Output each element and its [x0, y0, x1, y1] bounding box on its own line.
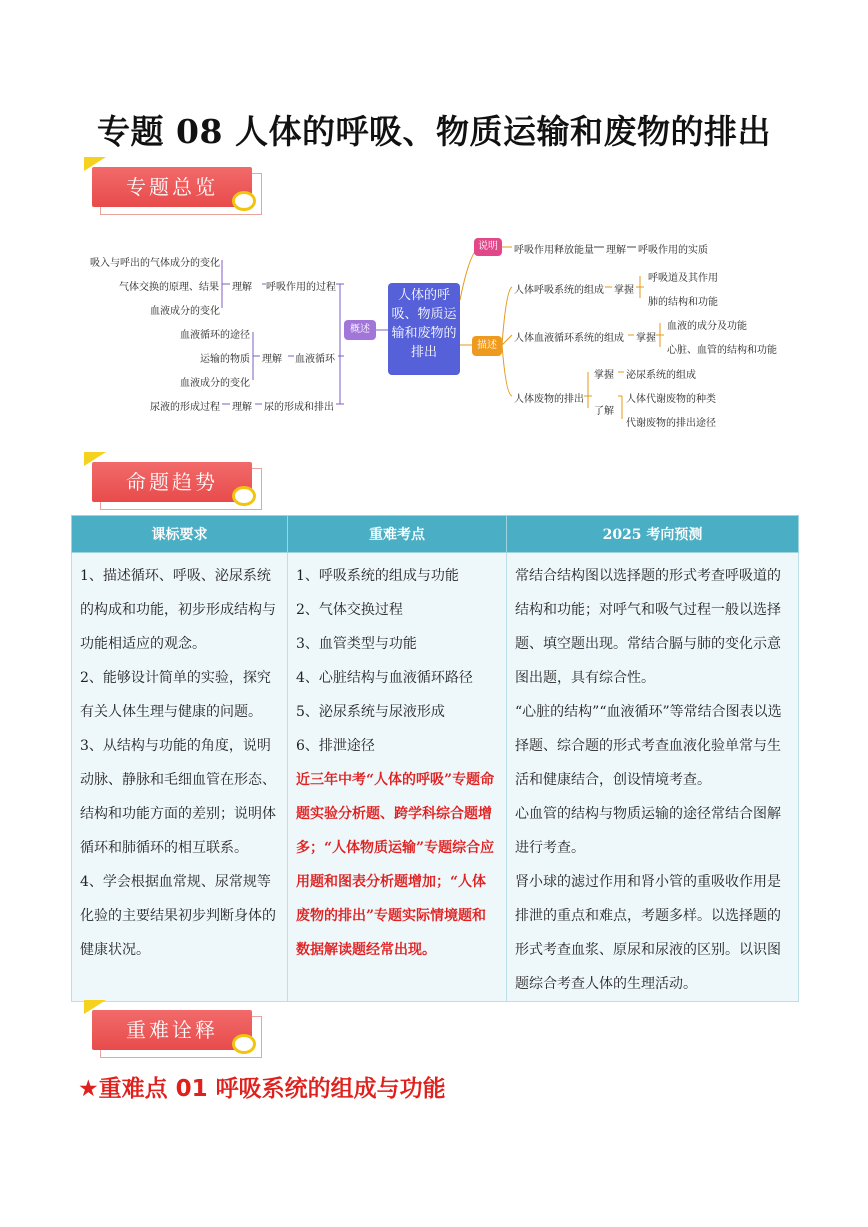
mindmap-branch-describe: 描述 — [472, 336, 502, 356]
table-header: 课标要求 — [72, 516, 288, 553]
keypoint-item: 4、心脏结构与血液循环路径 — [296, 670, 473, 686]
section-title: 专题总览 — [126, 175, 218, 199]
mindmap-item: 运输的物质 — [200, 354, 250, 365]
mindmap-verb: 理解 — [232, 282, 252, 293]
mindmap-verb: 掌握 — [614, 285, 634, 296]
keypoint-item: 6、排泄途径 — [296, 738, 375, 754]
mindmap-target: 尿的形成和排出 — [264, 402, 334, 413]
keypoint-item: 3、血管类型与功能 — [296, 636, 417, 652]
forecast-item: “心脏的结构”“血液循环”等常结合图表以选择题、综合题的形式考查血液化验单常与生活和健康结合，创设情境考查。 — [515, 704, 782, 788]
ring-icon — [232, 486, 256, 506]
mindmap-item: 血液成分的变化 — [150, 306, 220, 317]
section-banner-trend — [88, 460, 263, 512]
mindmap-item: 呼吸道及其作用 — [648, 273, 718, 284]
mindmap-branch-overview: 概述 — [344, 320, 376, 340]
table-header: 重难考点 — [288, 516, 507, 553]
forecast-item: 肾小球的滤过作用和肾小管的重吸收作用是排泄的重点和难点，考题多样。以选择题的形式考查血浆、原尿和尿液的区别。以识图题综合考查人体的生理活动。 — [515, 874, 781, 992]
section-banner-explain — [88, 1008, 263, 1060]
keypoint-item: 2、气体交换过程 — [296, 602, 403, 618]
standard-item: 2、能够设计简单的实验，探究有关人体生理与健康的问题。 — [80, 670, 271, 720]
mindmap-item: 尿液的形成过程 — [150, 402, 220, 413]
forecast-item: 常结合结构图以选择题的形式考查呼吸道的结构和功能；对呼气和吸气过程一般以选择题、填空题出现。常结合膈与肺的变化示意图出题，具有综合性。 — [515, 568, 781, 686]
mindmap-item: 人体呼吸系统的组成 — [514, 285, 604, 296]
keypoint-item: 1、呼吸系统的组成与功能 — [296, 568, 459, 584]
mindmap-item: 血液循环的途径 — [180, 330, 250, 341]
mindmap-verb: 掌握 — [594, 370, 614, 381]
key-point-heading: ★重难点 01 呼吸系统的组成与功能 — [78, 1076, 446, 1102]
mindmap-target: 血液循环 — [295, 354, 335, 365]
keypoint-item: 5、泌尿系统与尿液形成 — [296, 704, 445, 720]
keypoint-highlight: 近三年中考“人体的呼吸”专题命题实验分析题、跨学科综合题增多；“人体物质运输”专题综合应用题和图表分析题增加；“人体废物的排出”专题实际情境题和数据解读题经常出现。 — [296, 772, 495, 958]
standard-item: 3、从结构与功能的角度，说明动脉、静脉和毛细血管在形态、结构和功能方面的差别；说明体循环和肺循环的相互联系。 — [80, 738, 276, 856]
mindmap-item: 呼吸作用的实质 — [638, 245, 708, 256]
mindmap-item: 血液成分的变化 — [180, 378, 250, 389]
section-title: 重难诠释 — [126, 1018, 218, 1042]
mindmap-item: 泌尿系统的组成 — [626, 370, 696, 381]
mindmap-item: 呼吸作用释放能量 — [514, 245, 594, 256]
mindmap-item: 代谢废物的排出途径 — [626, 418, 716, 429]
mindmap-target: 呼吸作用的过程 — [266, 282, 336, 293]
table-cell-standards — [72, 553, 288, 1002]
mindmap-item: 吸入与呼出的气体成分的变化 — [90, 258, 220, 269]
mindmap-item: 人体代谢废物的种类 — [626, 394, 716, 405]
table-header: 2025 考向预测 — [507, 516, 799, 553]
mindmap-item: 人体血液循环系统的组成 — [514, 333, 624, 344]
mindmap-verb: 理解 — [232, 402, 252, 413]
mindmap-item: 血液的成分及功能 — [667, 321, 747, 332]
ring-icon — [232, 1034, 256, 1054]
mindmap-verb: 理解 — [606, 245, 626, 256]
mindmap-center: 人体的呼吸、物质运输和废物的排出 — [388, 283, 460, 375]
forecast-item: 心血管的结构与物质运输的途径常结合图解进行考查。 — [515, 806, 781, 856]
section-title: 命题趋势 — [126, 470, 218, 494]
standard-item: 4、学会根据血常规、尿常规等化验的主要结果初步判断身体的健康状况。 — [80, 874, 276, 958]
mindmap-item: 肺的结构和功能 — [648, 297, 718, 308]
table-cell-forecast — [507, 553, 799, 1002]
mindmap-branch-explain: 说明 — [474, 238, 502, 256]
mindmap-verb: 掌握 — [636, 333, 656, 344]
trend-table — [71, 515, 799, 1002]
mindmap-item: 气体交换的原理、结果 — [119, 282, 219, 293]
table-cell-keypoints — [288, 553, 507, 1002]
mindmap-verb: 了解 — [594, 406, 614, 417]
mindmap-verb: 理解 — [262, 354, 282, 365]
mindmap-item: 人体废物的排出 — [514, 394, 584, 405]
mindmap-item: 心脏、血管的结构和功能 — [667, 345, 777, 356]
page-title: 专题 08 人体的呼吸、物质运输和废物的排出 — [97, 112, 771, 151]
standard-item: 1、描述循环、呼吸、泌尿系统的构成和功能，初步形成结构与功能相适应的观念。 — [80, 568, 276, 652]
